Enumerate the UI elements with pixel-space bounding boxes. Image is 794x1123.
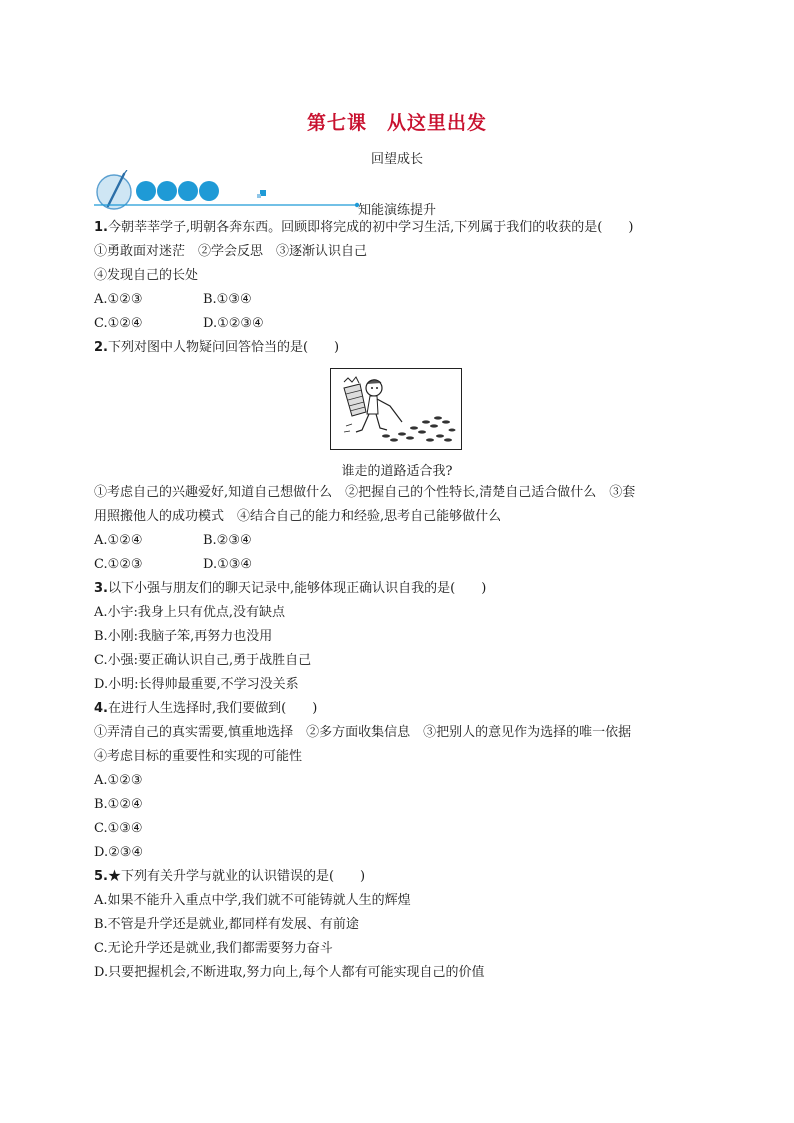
question-1-items-1: ①勇敢面对迷茫 ②学会反思 ③逐渐认识自己	[94, 244, 368, 259]
question-text: ★下列有关升学与就业的认识错误的是( )	[107, 869, 366, 884]
question-text: 以下小强与朋友们的聊天记录中,能够体现正确认识自我的是( )	[107, 581, 487, 596]
question-4-option-b: B.①②④	[94, 797, 143, 812]
question-number: 2.	[94, 340, 108, 355]
option-d: D.①③④	[203, 557, 253, 572]
walking-person-illustration	[330, 368, 462, 450]
question-5-option-d: D.只要把握机会,不断进取,努力向上,每个人都有可能实现自己的价值	[94, 965, 485, 980]
question-5-stem	[94, 868, 365, 886]
option-a: A.①②③	[94, 292, 143, 307]
question-4-option-c: C.①③④	[94, 821, 143, 836]
option-b: B.①③④	[203, 292, 252, 307]
option-c: C.①②④	[94, 316, 143, 331]
question-5-option-a: A.如果不能升入重点中学,我们就不可能铸就人生的辉煌	[94, 893, 411, 908]
option-d: D.①②③④	[203, 316, 264, 331]
question-1-options-cd	[94, 315, 264, 333]
question-2-options-ab	[94, 532, 252, 550]
question-4-items-2: ④考虑目标的重要性和实现的可能性	[94, 749, 303, 764]
question-text: 今朝莘莘学子,明朝各奔东西。回顾即将完成的初中学习生活,下列属于我们的收获的是( )	[107, 220, 634, 235]
question-2-figure	[330, 368, 462, 450]
question-text: 在进行人生选择时,我们要做到( )	[107, 701, 318, 716]
option-a: A.①②④	[94, 533, 143, 548]
question-1-options-ab	[94, 291, 252, 309]
question-2-options-cd	[94, 556, 253, 574]
question-4-items-1: ①弄清自己的真实需要,慎重地选择 ②多方面收集信息 ③把别人的意见作为选择的唯一依据	[94, 725, 632, 740]
question-3-option-b: B.小刚:我脑子笨,再努力也没用	[94, 629, 273, 644]
question-5-option-c: C.无论升学还是就业,我们都需要努力奋斗	[94, 941, 333, 956]
question-number: 3.	[94, 581, 108, 596]
question-number: 4.	[94, 701, 108, 716]
question-3-stem	[94, 580, 486, 598]
question-3-option-d: D.小明:长得帅最重要,不学习没关系	[94, 677, 299, 692]
question-2-items-1: ①考虑自己的兴趣爱好,知道自己想做什么 ②把握自己的个性特长,清楚自己适合做什么 ③套	[94, 485, 636, 500]
option-b: B.②③④	[203, 533, 252, 548]
question-1-stem	[94, 219, 633, 237]
section-subtitle: 回望成长	[370, 152, 423, 167]
question-number: 5.	[94, 869, 108, 884]
question-2-stem	[94, 339, 339, 357]
question-4-stem	[94, 700, 317, 718]
question-3-option-a: A.小宇:我身上只有优点,没有缺点	[94, 605, 286, 620]
question-3-option-c: C.小强:要正确认识自己,勇于战胜自己	[94, 653, 312, 668]
question-5-option-b: B.不管是升学还是就业,都同样有发展、有前途	[94, 917, 359, 932]
section-banner-label: 知能演练提升	[358, 203, 437, 218]
question-text: 下列对图中人物疑问回答恰当的是( )	[107, 340, 340, 355]
question-1-items-2: ④发现自己的长处	[94, 268, 199, 283]
question-number: 1.	[94, 220, 108, 235]
lesson-title: 第七课 从这里出发	[306, 112, 487, 134]
question-2-figure-caption: 谁走的道路适合我?	[341, 464, 453, 479]
question-4-option-d: D.②③④	[94, 845, 144, 860]
question-2-items-2: 用照搬他人的成功模式 ④结合自己的能力和经验,思考自己能够做什么	[94, 509, 502, 524]
question-4-option-a: A.①②③	[94, 773, 143, 788]
option-c: C.①②③	[94, 557, 143, 572]
